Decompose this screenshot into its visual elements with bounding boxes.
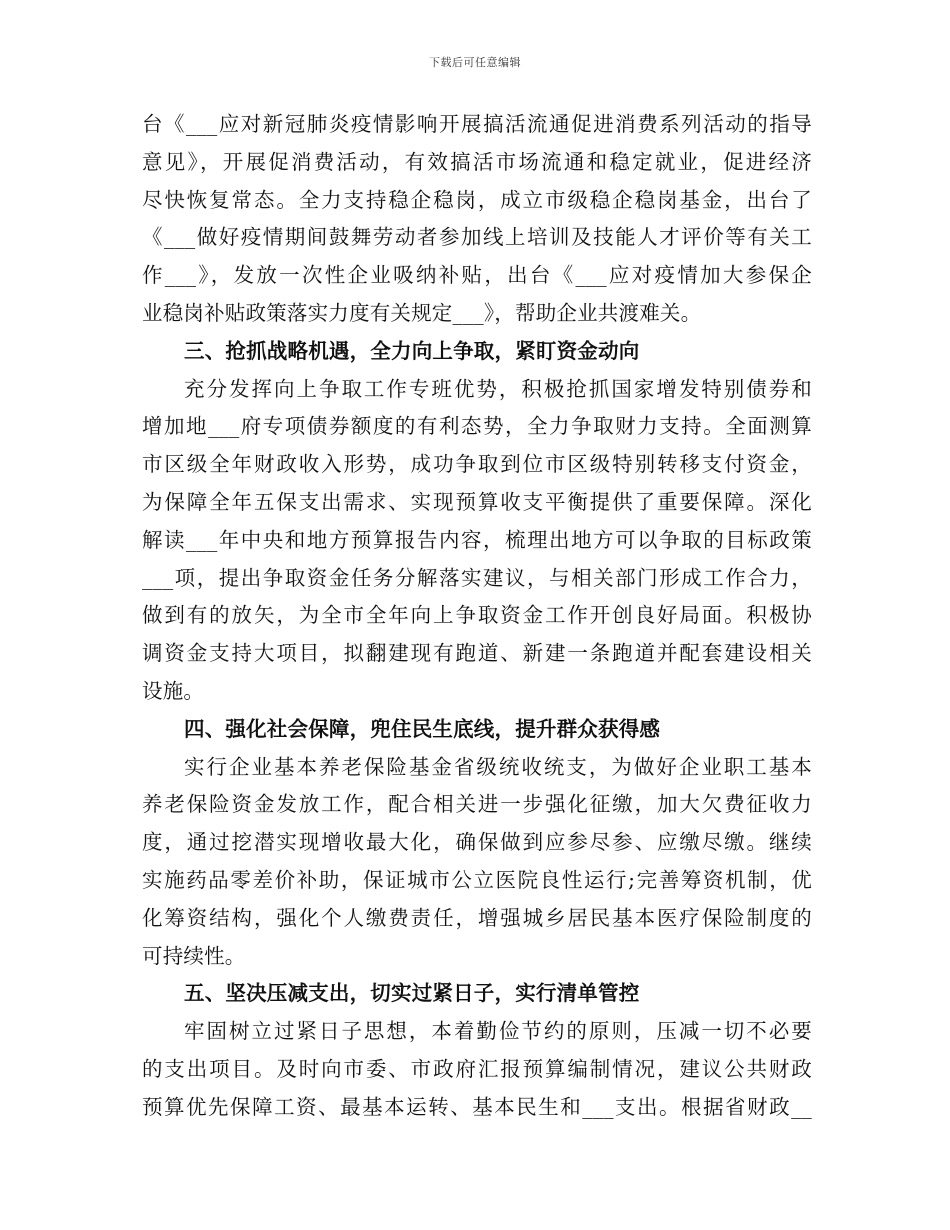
body-text-line: 增加地___府专项债券额度的有利态势，全力争取财力支持。全面测算 [142, 414, 812, 439]
document-body [142, 106, 812, 1127]
paragraph-last-line: 业稳岗补贴政策落实力度有关规定___》，帮助企业共渡难关。 [142, 300, 702, 325]
body-text-line: 为保障全年五保支出需求、实现预算收支平衡提供了重要保障。深化 [142, 489, 812, 514]
paragraph-last-line: 设施。 [142, 678, 205, 703]
body-text-line: 实施药品零差价补助，保证城市公立医院良性运行;完善筹资机制，优 [142, 867, 812, 892]
body-text-line: 调资金支持大项目，拟翻建现有跑道、新建一条跑道并配套建设相关 [142, 641, 812, 666]
body-text-line: 台《___应对新冠肺炎疫情影响开展搞活流通促进消费系列活动的指导 [142, 112, 812, 136]
paragraph-first-line: 牢固树立过紧日子思想，本着勤俭节约的原则，压减一切不必要 [184, 1019, 812, 1044]
paragraph-first-line: 实行企业基本养老保险基金省级统收统支，为做好企业职工基本 [184, 754, 812, 779]
body-text-line: 意见》，开展促消费活动，有效搞活市场流通和稳定就业，促进经济 [142, 149, 812, 174]
body-text-line: 作___》，发放一次性企业吸纳补贴，出台《___应对疫情加大参保企 [142, 263, 812, 288]
section-heading: 三、抢抓战略机遇，全力向上争取，紧盯资金动向 [184, 338, 640, 363]
paragraph-last-line: 可持续性。 [142, 943, 246, 968]
body-text-line: 的支出项目。及时向市委、市政府汇报预算编制情况，建议公共财政 [142, 1056, 812, 1081]
body-text-line: 度，通过挖潜实现增收最大化，确保做到应参尽参、应缴尽缴。继续 [142, 830, 812, 855]
section-heading: 五、坚决压减支出，切实过紧日子，实行清单管控 [184, 981, 640, 1006]
body-text-line: 预算优先保障工资、最基本运转、基本民生和___支出。根据省财政__ [142, 1094, 812, 1119]
section-heading: 四、强化社会保障，兜住民生底线，提升群众获得感 [184, 716, 661, 741]
page-header: 下载后可任意编辑 [429, 56, 521, 69]
body-text-line: 解读___年中央和地方预算报告内容，梳理出地方可以争取的目标政策 [142, 527, 812, 552]
body-text-line: 养老保险资金发放工作，配合相关进一步强化征缴，加大欠费征收力 [142, 792, 812, 817]
body-text-line: 《___做好疫情期间鼓舞劳动者参加线上培训及技能人才评价等有关工 [142, 225, 812, 250]
body-text-line: 化筹资结构，强化个人缴费责任，增强城乡居民基本医疗保险制度的 [142, 905, 812, 930]
body-text-line: 做到有的放矢，为全市全年向上争取资金工作开创良好局面。积极协 [142, 603, 812, 628]
body-text-line: 市区级全年财政收入形势，成功争取到位市区级特别转移支付资金， [142, 452, 812, 477]
body-text-line: 尽快恢复常态。全力支持稳企稳岗，成立市级稳企稳岗基金，出台了 [142, 187, 812, 212]
body-text-line: ___项，提出争取资金任务分解落实建议，与相关部门形成工作合力， [142, 565, 812, 590]
paragraph-first-line: 充分发挥向上争取工作专班优势，积极抢抓国家增发特别债券和 [184, 376, 812, 401]
